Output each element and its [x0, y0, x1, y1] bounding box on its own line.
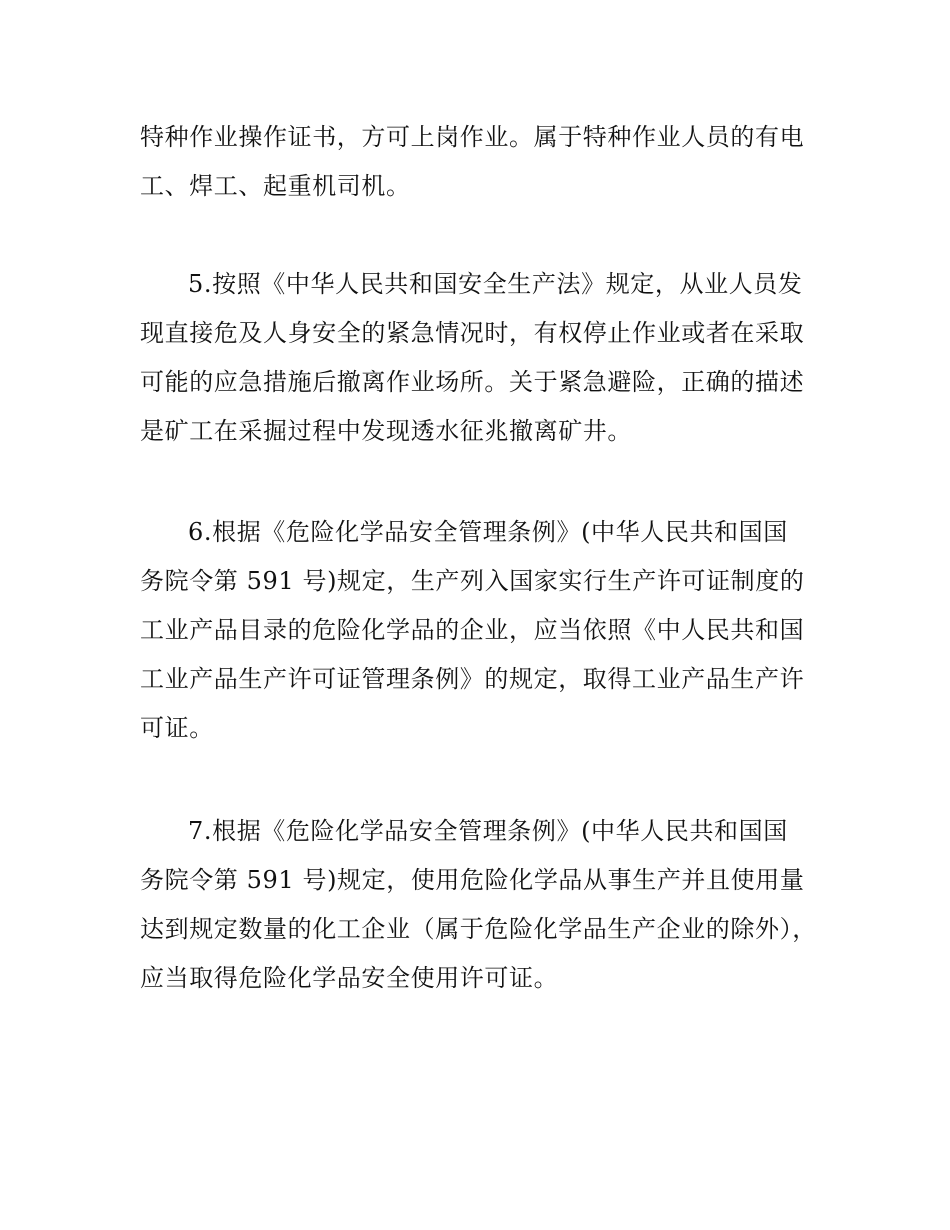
text-line: 是矿工在采掘过程中发现透水征兆撤离矿井。	[140, 417, 632, 445]
text-line: 务院令第 591 号)规定，使用危险化学品从事生产并且使用量	[140, 866, 805, 894]
text-line: 务院令第 591 号)规定，生产列入国家实行生产许可证制度的	[140, 567, 805, 595]
text-line: 应当取得危险化学品安全使用许可证。	[140, 964, 559, 992]
text-line: 特种作业操作证书，方可上岗作业。属于特种作业人员的有电	[140, 123, 805, 151]
text-line: 现直接危及人身安全的紧急情况时，有权停止作业或者在采取	[140, 319, 805, 347]
text-line: 5.按照《中华人民共和国安全生产法》规定，从业人员发	[188, 270, 803, 298]
paragraph-item-6	[140, 508, 840, 753]
text-line: 可能的应急措施后撤离作业场所。关于紧急避险，正确的描述	[140, 368, 805, 396]
paragraph-item-7	[140, 807, 840, 1003]
text-line: 达到规定数量的化工企业（属于危险化学品生产企业的除外），	[140, 915, 817, 943]
text-line: 工业产品目录的危险化学品的企业，应当依照《中人民共和国	[140, 616, 805, 644]
text-line: 工业产品生产许可证管理条例》的规定，取得工业产品生产许	[140, 665, 805, 693]
paragraph-item-5	[140, 260, 840, 456]
paragraph-continuation	[140, 113, 840, 211]
text-line: 可证。	[140, 714, 214, 742]
text-line: 7.根据《危险化学品安全管理条例》(中华人民共和国国	[188, 817, 788, 845]
text-line: 工、焊工、起重机司机。	[140, 172, 411, 200]
text-line: 6.根据《危险化学品安全管理条例》(中华人民共和国国	[188, 518, 788, 546]
